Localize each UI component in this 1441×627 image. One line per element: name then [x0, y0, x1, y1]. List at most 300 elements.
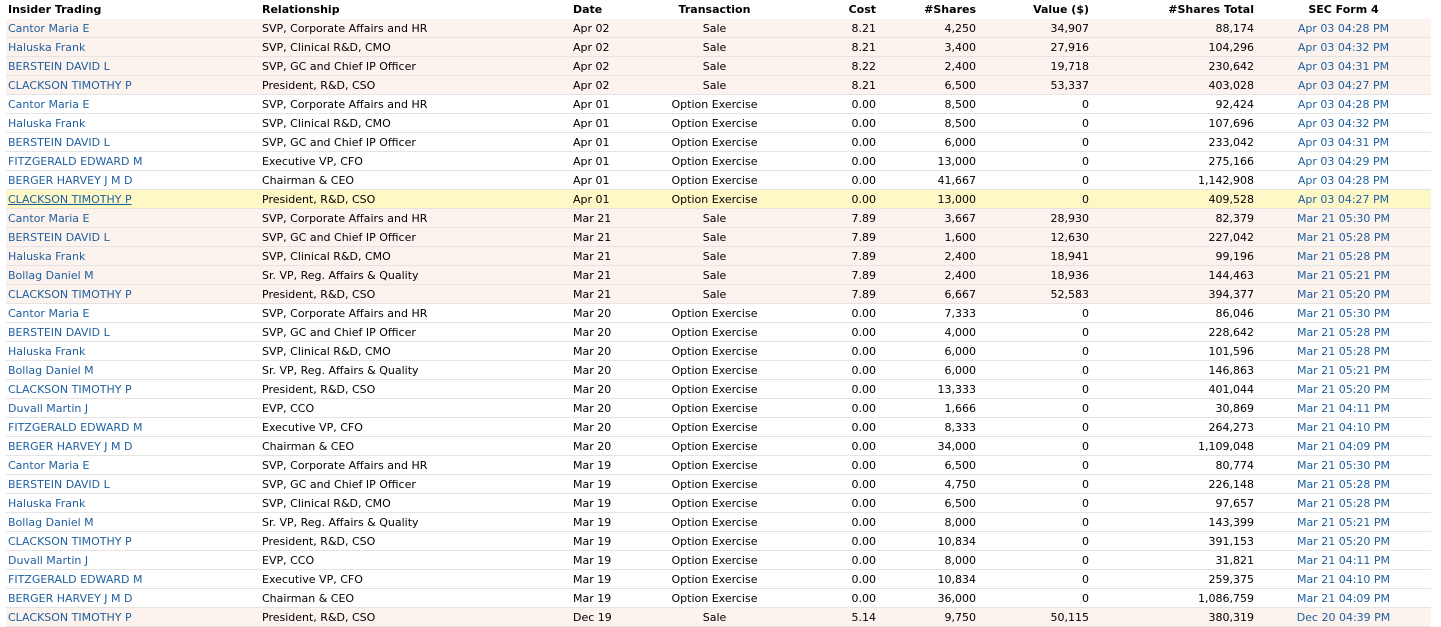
table-row: [6, 570, 1431, 589]
sec-form-cell: [1256, 76, 1431, 95]
sec-form-link[interactable]: Mar 21 04:11 PM: [1296, 401, 1391, 415]
cost-cell: 0.00: [774, 494, 878, 513]
value-cell: 0: [978, 570, 1091, 589]
cost-cell: 0.00: [774, 570, 878, 589]
shares-cell: 4,000: [878, 323, 978, 342]
cost-cell: 0.00: [774, 399, 878, 418]
insider-link[interactable]: CLACKSON TIMOTHY P: [8, 382, 132, 396]
table-row: [6, 171, 1431, 190]
shares-total-cell: 391,153: [1091, 532, 1256, 551]
date-cell: Mar 19: [571, 532, 655, 551]
cost-cell: 0.00: [774, 456, 878, 475]
transaction-cell: Sale: [655, 19, 774, 38]
table-row: [6, 437, 1431, 456]
insider-cell: [6, 171, 260, 190]
sec-form-cell: [1256, 361, 1431, 380]
relationship-cell: EVP, CCO: [260, 399, 571, 418]
sec-form-link[interactable]: Mar 21 05:20 PM: [1296, 287, 1391, 301]
shares-cell: 8,500: [878, 114, 978, 133]
relationship-cell: Sr. VP, Reg. Affairs & Quality: [260, 361, 571, 380]
cost-cell: 0.00: [774, 532, 878, 551]
insider-link[interactable]: CLACKSON TIMOTHY P: [8, 534, 132, 548]
table-row: [6, 342, 1431, 361]
sec-form-cell: [1256, 323, 1431, 342]
sec-form-link[interactable]: Apr 03 04:32 PM: [1297, 40, 1390, 54]
sec-form-cell: [1256, 475, 1431, 494]
cost-cell: 0.00: [774, 513, 878, 532]
shares-total-cell: 101,596: [1091, 342, 1256, 361]
shares-cell: 3,400: [878, 38, 978, 57]
shares-cell: 7,333: [878, 304, 978, 323]
sec-form-link[interactable]: Mar 21 05:28 PM: [1296, 344, 1391, 358]
date-cell: Mar 20: [571, 437, 655, 456]
insider-link[interactable]: Haluska Frank: [8, 116, 86, 130]
value-cell: 0: [978, 494, 1091, 513]
table-row: [6, 399, 1431, 418]
cost-cell: 7.89: [774, 247, 878, 266]
sec-form-cell: [1256, 437, 1431, 456]
relationship-cell: SVP, Clinical R&D, CMO: [260, 494, 571, 513]
cost-cell: 0.00: [774, 190, 878, 209]
insider-link[interactable]: Bollag Daniel M: [8, 268, 94, 282]
shares-cell: 8,333: [878, 418, 978, 437]
insider-link[interactable]: Duvall Martin J: [8, 553, 89, 567]
insider-link[interactable]: CLACKSON TIMOTHY P: [8, 78, 132, 92]
shares-total-cell: 228,642: [1091, 323, 1256, 342]
insider-cell: [6, 399, 260, 418]
relationship-cell: Chairman & CEO: [260, 437, 571, 456]
table-row: [6, 418, 1431, 437]
insider-link[interactable]: CLACKSON TIMOTHY P: [8, 287, 132, 301]
insider-cell: [6, 133, 260, 152]
transaction-cell: Option Exercise: [655, 133, 774, 152]
sec-form-link[interactable]: Mar 21 04:09 PM: [1296, 591, 1391, 605]
cost-cell: 5.14: [774, 608, 878, 627]
relationship-cell: Chairman & CEO: [260, 589, 571, 608]
insider-trading-table: [6, 0, 1431, 627]
sec-form-link[interactable]: Apr 03 04:29 PM: [1297, 154, 1390, 168]
date-cell: Mar 19: [571, 551, 655, 570]
shares-total-cell: 143,399: [1091, 513, 1256, 532]
insider-link[interactable]: Cantor Maria E: [8, 97, 90, 111]
insider-cell: [6, 209, 260, 228]
sec-form-link[interactable]: Mar 21 05:20 PM: [1296, 382, 1391, 396]
insider-link[interactable]: BERGER HARVEY J M D: [8, 173, 133, 187]
shares-total-cell: 401,044: [1091, 380, 1256, 399]
sec-form-link[interactable]: Apr 03 04:27 PM: [1297, 192, 1390, 206]
relationship-cell: SVP, Clinical R&D, CMO: [260, 342, 571, 361]
sec-form-link[interactable]: Mar 21 04:10 PM: [1296, 420, 1391, 434]
cost-cell: 0.00: [774, 342, 878, 361]
sec-form-link[interactable]: Mar 21 05:28 PM: [1296, 249, 1391, 263]
sec-form-cell: [1256, 38, 1431, 57]
insider-cell: [6, 342, 260, 361]
sec-form-cell: [1256, 551, 1431, 570]
transaction-cell: Option Exercise: [655, 114, 774, 133]
transaction-cell: Sale: [655, 285, 774, 304]
shares-cell: 4,250: [878, 19, 978, 38]
shares-cell: 34,000: [878, 437, 978, 456]
value-cell: 0: [978, 456, 1091, 475]
table-row: [6, 361, 1431, 380]
shares-total-cell: 92,424: [1091, 95, 1256, 114]
date-cell: Mar 21: [571, 247, 655, 266]
sec-form-cell: [1256, 133, 1431, 152]
sec-form-link[interactable]: Mar 21 05:28 PM: [1296, 230, 1391, 244]
header-shares-total: #Shares Total: [1091, 0, 1256, 19]
shares-cell: 36,000: [878, 589, 978, 608]
insider-link[interactable]: BERGER HARVEY J M D: [8, 591, 133, 605]
relationship-cell: President, R&D, CSO: [260, 608, 571, 627]
relationship-cell: Sr. VP, Reg. Affairs & Quality: [260, 266, 571, 285]
transaction-cell: Option Exercise: [655, 418, 774, 437]
sec-form-link[interactable]: Mar 21 04:11 PM: [1296, 553, 1391, 567]
shares-cell: 4,750: [878, 475, 978, 494]
sec-form-cell: [1256, 494, 1431, 513]
shares-cell: 1,666: [878, 399, 978, 418]
insider-link[interactable]: BERSTEIN DAVID L: [8, 325, 110, 339]
shares-total-cell: 144,463: [1091, 266, 1256, 285]
relationship-cell: Sr. VP, Reg. Affairs & Quality: [260, 513, 571, 532]
relationship-cell: President, R&D, CSO: [260, 76, 571, 95]
date-cell: Apr 02: [571, 76, 655, 95]
insider-cell: [6, 228, 260, 247]
value-cell: 19,718: [978, 57, 1091, 76]
header-value: Value ($): [978, 0, 1091, 19]
relationship-cell: EVP, CCO: [260, 551, 571, 570]
insider-link[interactable]: CLACKSON TIMOTHY P: [8, 610, 132, 624]
insider-link[interactable]: Cantor Maria E: [8, 458, 90, 472]
shares-total-cell: 259,375: [1091, 570, 1256, 589]
cost-cell: 7.89: [774, 228, 878, 247]
insider-link[interactable]: Cantor Maria E: [8, 211, 90, 225]
sec-form-cell: [1256, 304, 1431, 323]
insider-link[interactable]: FITZGERALD EDWARD M: [8, 154, 143, 168]
date-cell: Apr 01: [571, 95, 655, 114]
table-row: [6, 57, 1431, 76]
value-cell: 0: [978, 304, 1091, 323]
value-cell: 34,907: [978, 19, 1091, 38]
insider-link[interactable]: Cantor Maria E: [8, 21, 90, 35]
insider-cell: [6, 532, 260, 551]
transaction-cell: Sale: [655, 76, 774, 95]
table-row: [6, 513, 1431, 532]
shares-total-cell: 104,296: [1091, 38, 1256, 57]
value-cell: 18,941: [978, 247, 1091, 266]
sec-form-cell: [1256, 209, 1431, 228]
cost-cell: 0.00: [774, 475, 878, 494]
insider-cell: [6, 304, 260, 323]
sec-form-link[interactable]: Apr 03 04:27 PM: [1297, 78, 1390, 92]
transaction-cell: Sale: [655, 209, 774, 228]
sec-form-link[interactable]: Mar 21 04:10 PM: [1296, 572, 1391, 586]
date-cell: Apr 02: [571, 57, 655, 76]
value-cell: 0: [978, 589, 1091, 608]
insider-link[interactable]: BERSTEIN DAVID L: [8, 230, 110, 244]
sec-form-cell: [1256, 95, 1431, 114]
relationship-cell: SVP, GC and Chief IP Officer: [260, 133, 571, 152]
header-transaction: Transaction: [655, 0, 774, 19]
insider-link[interactable]: BERSTEIN DAVID L: [8, 59, 110, 73]
cost-cell: 7.89: [774, 209, 878, 228]
sec-form-cell: [1256, 114, 1431, 133]
table-row: [6, 285, 1431, 304]
insider-link[interactable]: Bollag Daniel M: [8, 363, 94, 377]
relationship-cell: SVP, Clinical R&D, CMO: [260, 38, 571, 57]
insider-link[interactable]: CLACKSON TIMOTHY P: [8, 192, 132, 206]
cost-cell: 0.00: [774, 418, 878, 437]
cost-cell: 8.21: [774, 19, 878, 38]
insider-cell: [6, 323, 260, 342]
insider-link[interactable]: FITZGERALD EDWARD M: [8, 420, 143, 434]
cost-cell: 0.00: [774, 171, 878, 190]
cost-cell: 7.89: [774, 266, 878, 285]
sec-form-link[interactable]: Apr 03 04:32 PM: [1297, 116, 1390, 130]
transaction-cell: Sale: [655, 57, 774, 76]
value-cell: 0: [978, 171, 1091, 190]
insider-cell: [6, 95, 260, 114]
date-cell: Apr 02: [571, 19, 655, 38]
cost-cell: 0.00: [774, 95, 878, 114]
sec-form-link[interactable]: Mar 21 04:09 PM: [1296, 439, 1391, 453]
sec-form-cell: [1256, 513, 1431, 532]
table-row: [6, 266, 1431, 285]
shares-total-cell: 1,142,908: [1091, 171, 1256, 190]
table-row: [6, 551, 1431, 570]
transaction-cell: Sale: [655, 38, 774, 57]
insider-link[interactable]: BERSTEIN DAVID L: [8, 477, 110, 491]
sec-form-link[interactable]: Apr 03 04:31 PM: [1297, 59, 1390, 73]
shares-cell: 41,667: [878, 171, 978, 190]
relationship-cell: SVP, Corporate Affairs and HR: [260, 209, 571, 228]
shares-total-cell: 226,148: [1091, 475, 1256, 494]
transaction-cell: Option Exercise: [655, 171, 774, 190]
insider-link[interactable]: Haluska Frank: [8, 40, 86, 54]
insider-link[interactable]: BERSTEIN DAVID L: [8, 135, 110, 149]
table-row: [6, 133, 1431, 152]
insider-cell: [6, 418, 260, 437]
relationship-cell: SVP, Corporate Affairs and HR: [260, 95, 571, 114]
table-row: [6, 323, 1431, 342]
insider-cell: [6, 361, 260, 380]
value-cell: 0: [978, 380, 1091, 399]
sec-form-link[interactable]: Apr 03 04:28 PM: [1297, 173, 1390, 187]
date-cell: Mar 21: [571, 209, 655, 228]
value-cell: 0: [978, 437, 1091, 456]
cost-cell: 0.00: [774, 361, 878, 380]
value-cell: 0: [978, 190, 1091, 209]
shares-cell: 6,000: [878, 133, 978, 152]
transaction-cell: Option Exercise: [655, 494, 774, 513]
insider-link[interactable]: BERGER HARVEY J M D: [8, 439, 133, 453]
shares-cell: 6,500: [878, 76, 978, 95]
shares-total-cell: 88,174: [1091, 19, 1256, 38]
transaction-cell: Option Exercise: [655, 361, 774, 380]
date-cell: Apr 02: [571, 38, 655, 57]
shares-total-cell: 394,377: [1091, 285, 1256, 304]
sec-form-link[interactable]: Apr 03 04:28 PM: [1297, 97, 1390, 111]
header-date: Date: [571, 0, 655, 19]
relationship-cell: Executive VP, CFO: [260, 570, 571, 589]
header-relationship: Relationship: [260, 0, 571, 19]
sec-form-cell: [1256, 532, 1431, 551]
relationship-cell: President, R&D, CSO: [260, 380, 571, 399]
sec-form-cell: [1256, 190, 1431, 209]
table-row: [6, 608, 1431, 627]
shares-cell: 6,667: [878, 285, 978, 304]
value-cell: 0: [978, 152, 1091, 171]
shares-cell: 13,000: [878, 190, 978, 209]
insider-cell: [6, 608, 260, 627]
header-insider: Insider Trading: [6, 0, 260, 19]
relationship-cell: SVP, Clinical R&D, CMO: [260, 247, 571, 266]
table-row: [6, 19, 1431, 38]
sec-form-link[interactable]: Mar 21 05:30 PM: [1296, 306, 1391, 320]
insider-cell: [6, 437, 260, 456]
date-cell: Mar 19: [571, 513, 655, 532]
value-cell: 0: [978, 114, 1091, 133]
shares-cell: 2,400: [878, 247, 978, 266]
sec-form-link[interactable]: Apr 03 04:28 PM: [1297, 21, 1390, 35]
shares-cell: 13,000: [878, 152, 978, 171]
value-cell: 27,916: [978, 38, 1091, 57]
date-cell: Dec 19: [571, 608, 655, 627]
header-cost: Cost: [774, 0, 878, 19]
shares-cell: 8,500: [878, 95, 978, 114]
sec-form-cell: [1256, 228, 1431, 247]
shares-cell: 2,400: [878, 57, 978, 76]
transaction-cell: Sale: [655, 247, 774, 266]
cost-cell: 0.00: [774, 380, 878, 399]
sec-form-link[interactable]: Mar 21 05:20 PM: [1296, 534, 1391, 548]
insider-cell: [6, 38, 260, 57]
header-sec-form: SEC Form 4: [1256, 0, 1431, 19]
relationship-cell: President, R&D, CSO: [260, 532, 571, 551]
sec-form-link[interactable]: Mar 21 05:21 PM: [1296, 268, 1391, 282]
sec-form-cell: [1256, 399, 1431, 418]
cost-cell: 8.22: [774, 57, 878, 76]
insider-cell: [6, 551, 260, 570]
insider-cell: [6, 190, 260, 209]
transaction-cell: Option Exercise: [655, 570, 774, 589]
cost-cell: 0.00: [774, 114, 878, 133]
insider-cell: [6, 475, 260, 494]
date-cell: Mar 20: [571, 380, 655, 399]
transaction-cell: Option Exercise: [655, 551, 774, 570]
value-cell: 28,930: [978, 209, 1091, 228]
sec-form-cell: [1256, 608, 1431, 627]
transaction-cell: Sale: [655, 608, 774, 627]
table-row: [6, 456, 1431, 475]
relationship-cell: Executive VP, CFO: [260, 152, 571, 171]
transaction-cell: Option Exercise: [655, 152, 774, 171]
shares-cell: 9,750: [878, 608, 978, 627]
value-cell: 0: [978, 361, 1091, 380]
table-row: [6, 38, 1431, 57]
date-cell: Mar 20: [571, 361, 655, 380]
sec-form-link[interactable]: Mar 21 05:28 PM: [1296, 496, 1391, 510]
shares-total-cell: 31,821: [1091, 551, 1256, 570]
insider-link[interactable]: Haluska Frank: [8, 249, 86, 263]
shares-total-cell: 107,696: [1091, 114, 1256, 133]
table-row: [6, 532, 1431, 551]
insider-link[interactable]: Duvall Martin J: [8, 401, 89, 415]
insider-cell: [6, 19, 260, 38]
shares-total-cell: 403,028: [1091, 76, 1256, 95]
insider-cell: [6, 247, 260, 266]
sec-form-link[interactable]: Mar 21 05:21 PM: [1296, 363, 1391, 377]
shares-cell: 1,600: [878, 228, 978, 247]
date-cell: Mar 19: [571, 570, 655, 589]
table-row: [6, 76, 1431, 95]
sec-form-link[interactable]: Mar 21 05:28 PM: [1296, 477, 1391, 491]
value-cell: 0: [978, 475, 1091, 494]
shares-total-cell: 80,774: [1091, 456, 1256, 475]
shares-cell: 6,500: [878, 456, 978, 475]
shares-total-cell: 97,657: [1091, 494, 1256, 513]
transaction-cell: Option Exercise: [655, 589, 774, 608]
sec-form-cell: [1256, 247, 1431, 266]
cost-cell: 0.00: [774, 152, 878, 171]
date-cell: Apr 01: [571, 133, 655, 152]
sec-form-link[interactable]: Dec 20 04:39 PM: [1296, 610, 1391, 624]
value-cell: 0: [978, 532, 1091, 551]
shares-total-cell: 380,319: [1091, 608, 1256, 627]
shares-total-cell: 227,042: [1091, 228, 1256, 247]
relationship-cell: SVP, Corporate Affairs and HR: [260, 19, 571, 38]
sec-form-link[interactable]: Mar 21 05:21 PM: [1296, 515, 1391, 529]
transaction-cell: Option Exercise: [655, 475, 774, 494]
insider-link[interactable]: FITZGERALD EDWARD M: [8, 572, 143, 586]
value-cell: 12,630: [978, 228, 1091, 247]
insider-cell: [6, 494, 260, 513]
transaction-cell: Sale: [655, 228, 774, 247]
transaction-cell: Sale: [655, 266, 774, 285]
date-cell: Mar 20: [571, 304, 655, 323]
table-header-row: [6, 0, 1431, 19]
table-row: [6, 247, 1431, 266]
insider-cell: [6, 589, 260, 608]
insider-cell: [6, 57, 260, 76]
insider-cell: [6, 285, 260, 304]
insider-link[interactable]: Bollag Daniel M: [8, 515, 94, 529]
shares-total-cell: 1,109,048: [1091, 437, 1256, 456]
sec-form-cell: [1256, 456, 1431, 475]
insider-link[interactable]: Haluska Frank: [8, 344, 86, 358]
value-cell: 50,115: [978, 608, 1091, 627]
relationship-cell: SVP, GC and Chief IP Officer: [260, 475, 571, 494]
table-row: [6, 494, 1431, 513]
insider-cell: [6, 380, 260, 399]
shares-total-cell: 1,086,759: [1091, 589, 1256, 608]
shares-cell: 8,000: [878, 513, 978, 532]
insider-link[interactable]: Haluska Frank: [8, 496, 86, 510]
insider-cell: [6, 513, 260, 532]
sec-form-link[interactable]: Mar 21 05:30 PM: [1296, 211, 1391, 225]
cost-cell: 7.89: [774, 285, 878, 304]
sec-form-link[interactable]: Mar 21 05:28 PM: [1296, 325, 1391, 339]
value-cell: 0: [978, 399, 1091, 418]
shares-cell: 6,000: [878, 342, 978, 361]
insider-link[interactable]: Cantor Maria E: [8, 306, 90, 320]
relationship-cell: SVP, Corporate Affairs and HR: [260, 456, 571, 475]
sec-form-link[interactable]: Mar 21 05:30 PM: [1296, 458, 1391, 472]
shares-cell: 10,834: [878, 532, 978, 551]
shares-cell: 6,000: [878, 361, 978, 380]
transaction-cell: Option Exercise: [655, 399, 774, 418]
table-row: [6, 380, 1431, 399]
sec-form-link[interactable]: Apr 03 04:31 PM: [1297, 135, 1390, 149]
